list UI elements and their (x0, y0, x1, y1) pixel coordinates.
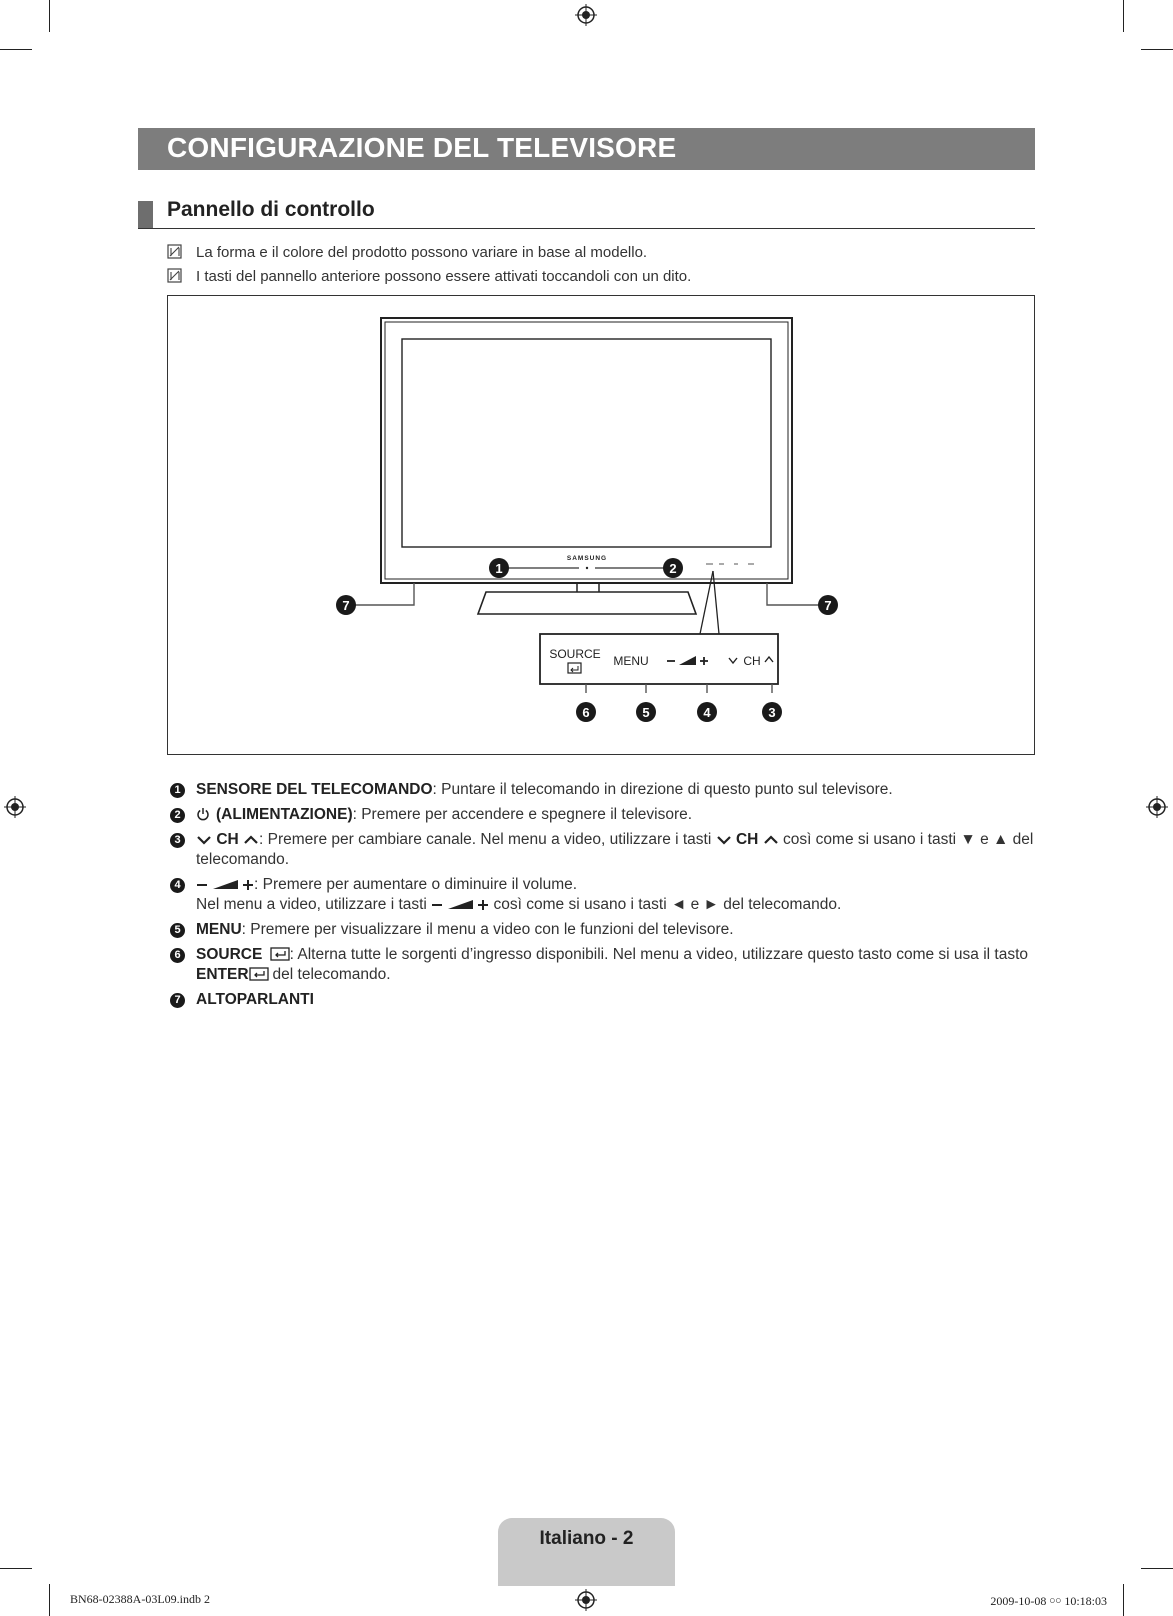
item-title: MENU (196, 921, 242, 938)
registration-mark-icon (575, 4, 597, 26)
item-text: così come si usano i tasti ◄ e ► del telecomando. (493, 896, 842, 913)
svg-text:7: 7 (824, 598, 832, 613)
tv-illustration (168, 296, 1034, 754)
item-number: 4 (170, 878, 185, 893)
crop-mark (1141, 49, 1173, 50)
list-item (170, 875, 1040, 915)
item-number: 2 (170, 808, 185, 823)
callout-2 (663, 558, 683, 578)
panel-source-label: SOURCE (549, 647, 601, 661)
item-text: : Premere per cambiare canale. Nel menu a video, utilizzare i tasti (259, 831, 712, 848)
note-text: I tasti del pannello anteriore possono essere attivati toccandoli con un dito. (196, 268, 692, 285)
svg-text:1: 1 (495, 561, 503, 576)
registration-mark-icon (575, 1589, 597, 1611)
svg-text:4: 4 (703, 705, 711, 720)
remote-sensor (586, 567, 588, 569)
callout-5 (636, 702, 656, 722)
ch-label: CH (735, 831, 759, 848)
item-number: 7 (170, 993, 185, 1008)
item-text: : Premere per aumentare o diminuire il volume. (254, 876, 578, 893)
list-item (170, 990, 1040, 1010)
callout-7-right (818, 595, 838, 615)
note (167, 268, 691, 285)
registration-mark-icon (1146, 796, 1168, 818)
crop-mark (1141, 1568, 1173, 1569)
chevron-down-icon (196, 834, 212, 846)
list-item (170, 805, 1040, 825)
enter-icon (270, 947, 290, 961)
brand-logo: SAMSUNG (566, 555, 608, 562)
item-text: : Puntare il telecomando in direzione di questo punto sul televisore. (432, 781, 893, 798)
note-text: La forma e il colore del prodotto possono variare in base al modello. (196, 244, 648, 261)
tv-stand-base (478, 592, 696, 614)
ch-label: CH (216, 831, 239, 848)
note-icon (167, 244, 183, 260)
svg-text:3: 3 (768, 705, 776, 720)
item-title: SENSORE DEL TELECOMANDO (196, 781, 433, 798)
list-item (170, 830, 1040, 870)
list-item (170, 945, 1040, 985)
power-icon (196, 807, 210, 821)
volume-control-icon (196, 877, 254, 891)
svg-text:5: 5 (642, 705, 650, 720)
footer-file-info: BN68-02388A-03L09.indb 2 (70, 1592, 210, 1606)
tv-diagram (167, 295, 1035, 755)
svg-text:6: 6 (582, 705, 590, 720)
item-number: 3 (170, 833, 185, 848)
crop-mark (0, 1568, 32, 1569)
note (167, 244, 647, 261)
note-icon (167, 268, 183, 284)
tv-screen (402, 339, 771, 547)
item-text: Nel menu a video, utilizzare i tasti (196, 896, 427, 913)
legend-list (170, 780, 1040, 1015)
crop-mark (49, 0, 50, 32)
callout-1 (489, 558, 509, 578)
item-text: : Alterna tutte le sorgenti d’ingresso disponibili. Nel menu a video, utilizzare questo tasto come si usa il tasto (289, 946, 1029, 963)
item-text: : Premere per visualizzare il menu a video con le funzioni del televisore. (241, 921, 734, 938)
callout-6 (576, 702, 596, 722)
item-text: : Premere per accendere e spegnere il televisore. (352, 806, 693, 823)
registration-mark-icon (4, 796, 26, 818)
panel-ch-label: CH (743, 654, 761, 668)
svg-text:2: 2 (669, 561, 677, 576)
crop-mark (49, 1584, 50, 1616)
item-number: 5 (170, 923, 185, 938)
list-item (170, 920, 1040, 940)
item-title: ENTER (196, 966, 249, 983)
chevron-down-icon (716, 834, 732, 846)
item-text: del telecomando. (272, 966, 391, 983)
page-label: Italiano - 2 (539, 1528, 634, 1549)
item-text: così come si usano i tasti ▼ e ▲ del telecomando. (196, 831, 1034, 868)
crop-mark (1123, 1584, 1124, 1616)
enter-icon (249, 967, 269, 981)
crop-mark (0, 49, 32, 50)
page-number-tab (498, 1518, 675, 1586)
item-number: 1 (170, 783, 185, 798)
title-band (138, 128, 1035, 170)
section-title: Pannello di controllo (167, 198, 375, 221)
list-item (170, 780, 1040, 800)
panel-menu-label: MENU (613, 654, 649, 668)
footer-timestamp: 2009-10-08 ￮￮ 10:18:03 (990, 1594, 1107, 1608)
crop-mark (1123, 0, 1124, 32)
item-title: SOURCE (196, 946, 263, 963)
callout-4 (697, 702, 717, 722)
svg-text:7: 7 (342, 598, 350, 613)
page-title: CONFIGURAZIONE DEL TELEVISORE (167, 132, 677, 163)
chevron-up-icon (763, 834, 779, 846)
volume-control-icon (431, 897, 489, 911)
item-title: (ALIMENTAZIONE) (216, 806, 353, 823)
item-number: 6 (170, 948, 185, 963)
section-rule (138, 228, 1035, 229)
section-marker (138, 201, 153, 229)
callout-7-left (336, 595, 356, 615)
chevron-up-icon (243, 834, 259, 846)
callout-3 (762, 702, 782, 722)
item-title: ALTOPARLANTI (196, 991, 314, 1008)
